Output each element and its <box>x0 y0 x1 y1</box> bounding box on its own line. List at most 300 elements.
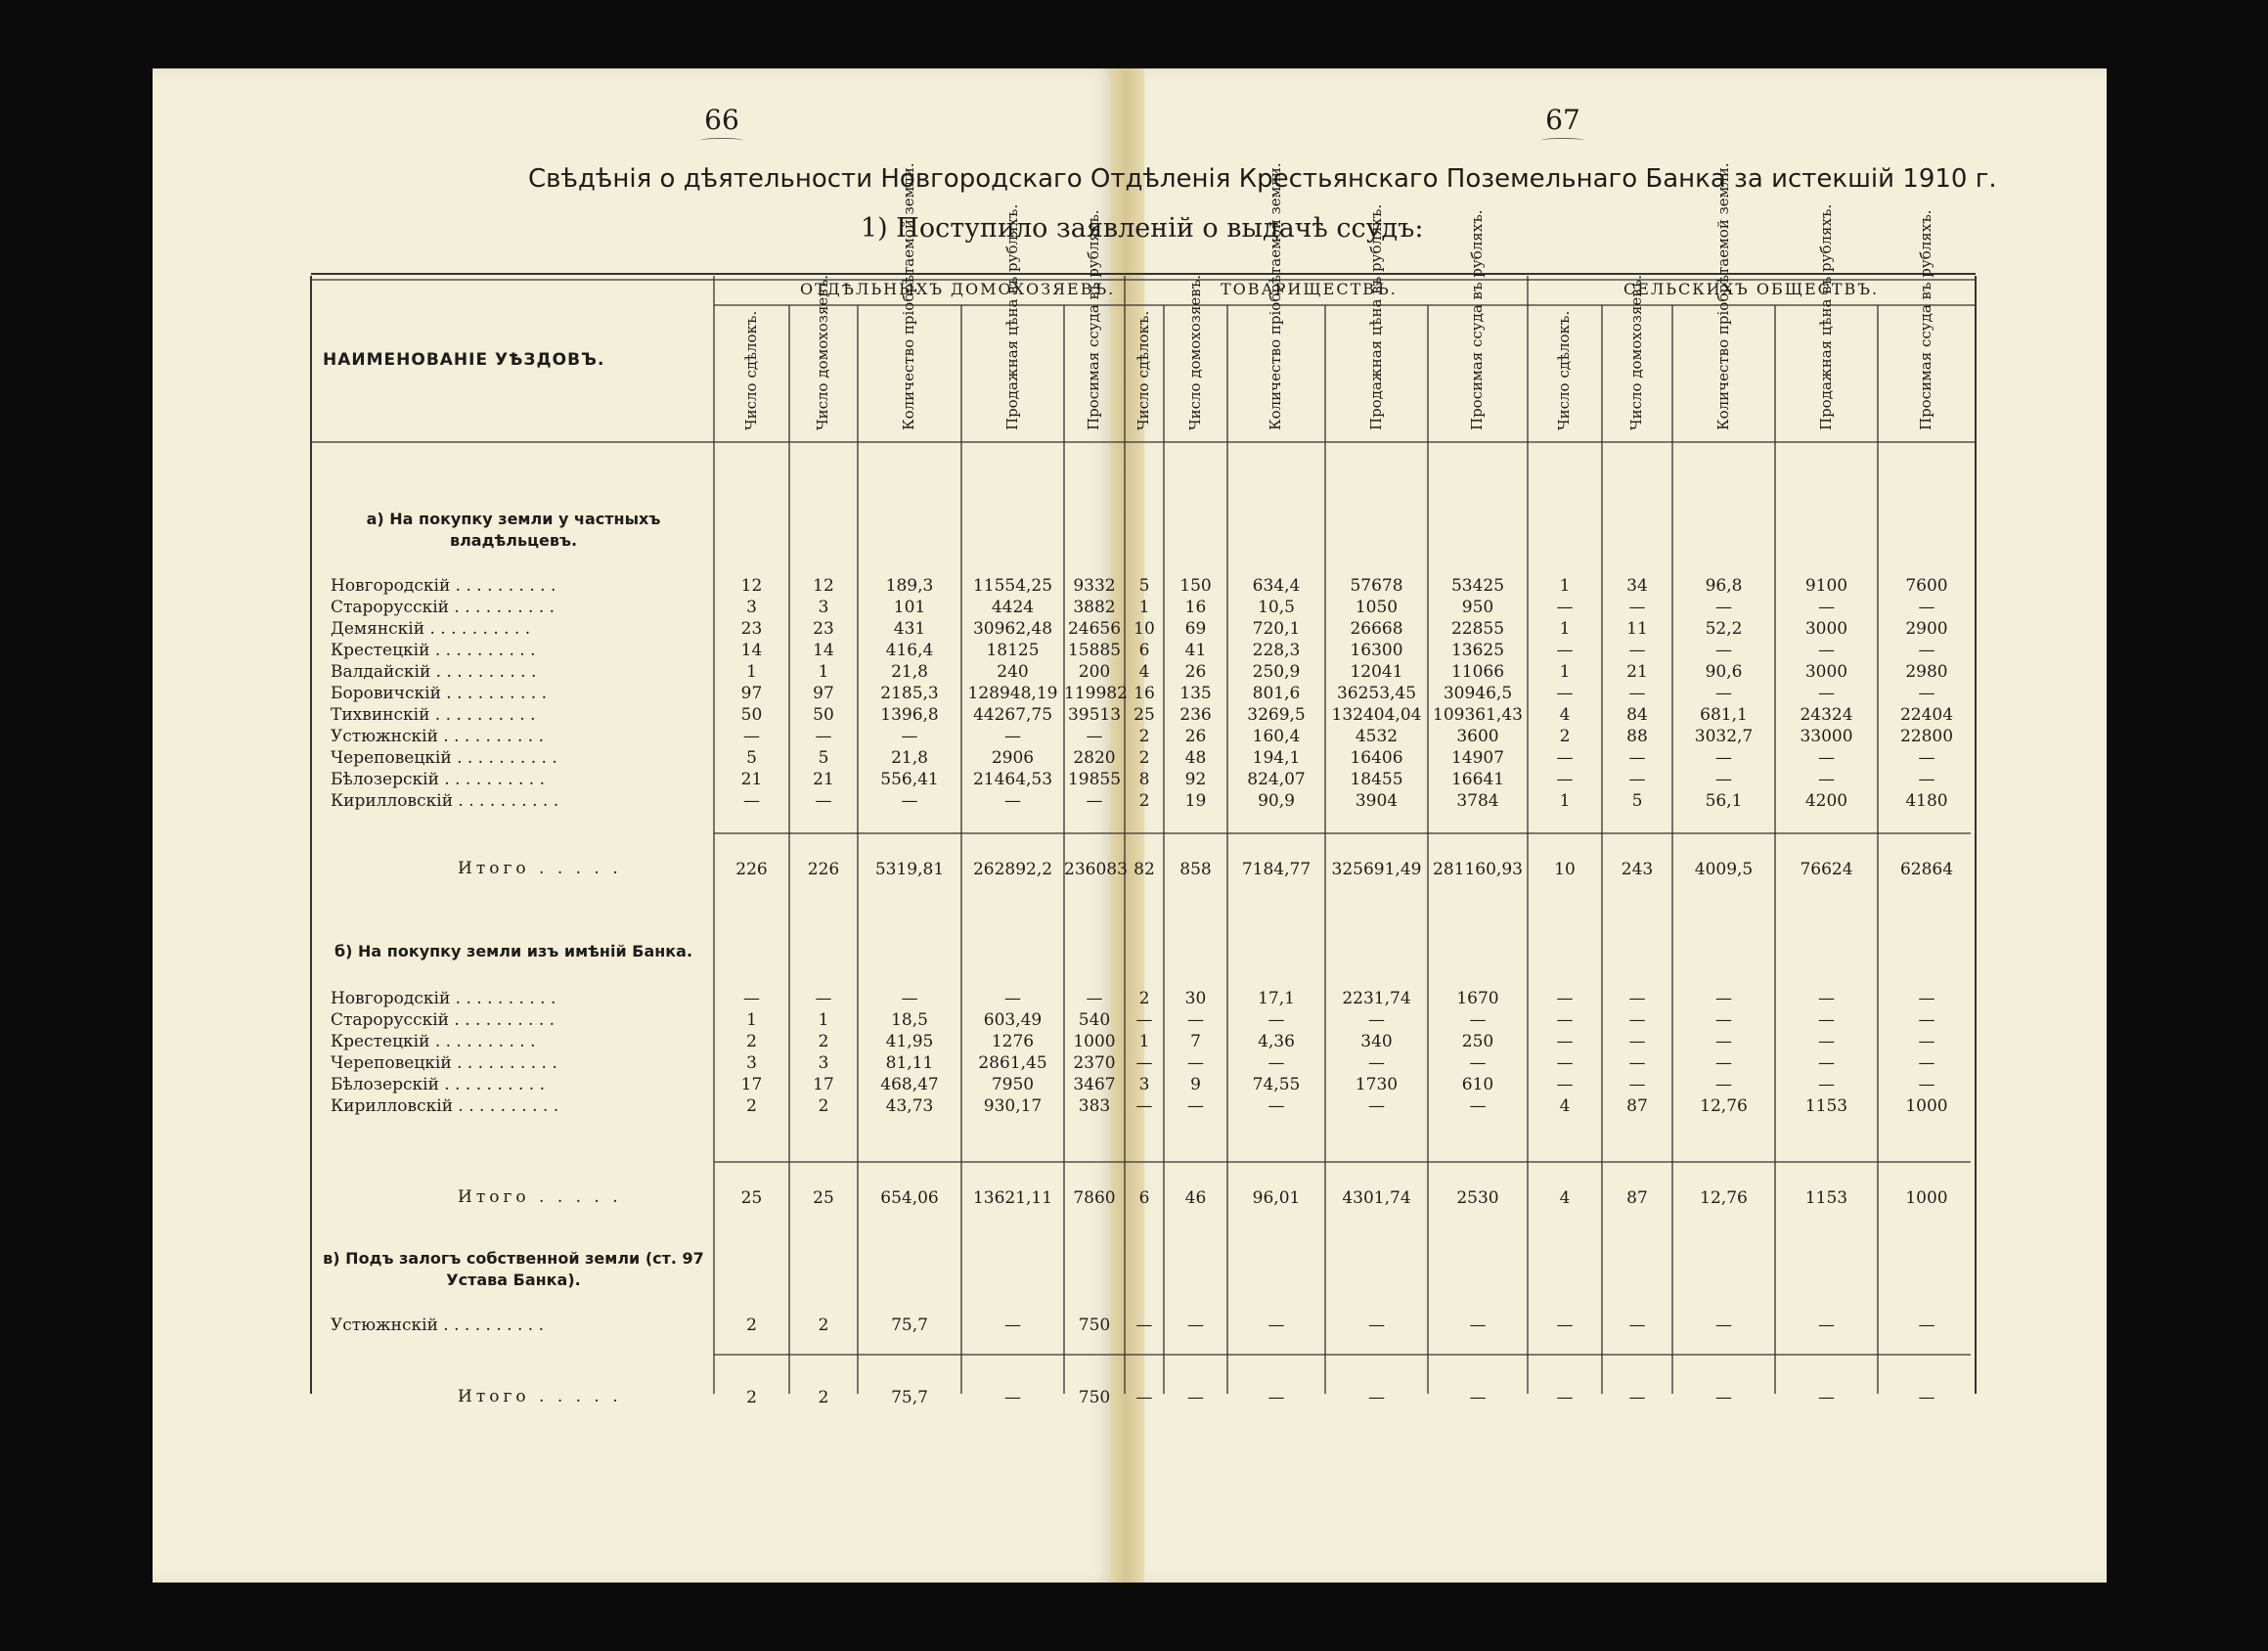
table-cell: — <box>1004 791 1021 811</box>
table-cell: — <box>743 791 760 811</box>
district-name: Тихвинскій . . . . . . . . . . <box>331 705 536 725</box>
table-cell: 634,4 <box>1252 576 1301 596</box>
table-cell: 2 <box>1138 989 1150 1008</box>
table-cell: 53425 <box>1450 576 1505 596</box>
table-cell: 3000 <box>1804 662 1848 682</box>
table-cell: 4 <box>1559 1188 1571 1208</box>
table-cell: 10 <box>1134 619 1155 639</box>
table-cell: — <box>1918 1032 1935 1051</box>
table-cell: 7 <box>1190 1032 1201 1051</box>
table-cell: 69 <box>1184 619 1207 639</box>
table-cell: 1153 <box>1804 1096 1848 1116</box>
table-cell: 5319,81 <box>874 860 945 879</box>
table-cell: — <box>1556 1032 1574 1051</box>
table-cell: 75,7 <box>891 1388 928 1407</box>
table-cell: 2 <box>818 1032 829 1051</box>
column-header-vertical: Продажная цѣна въ рубляхъ. <box>1002 203 1021 430</box>
table-cell: 41 <box>1184 641 1207 660</box>
table-cell: 1050 <box>1355 598 1399 617</box>
table-cell: 14 <box>740 641 763 660</box>
table-cell: — <box>1187 1388 1204 1407</box>
table-cell: 681,1 <box>1700 705 1748 725</box>
table-cell: 3000 <box>1804 619 1848 639</box>
table-cell: — <box>1556 1010 1574 1030</box>
table-cell: 30946,5 <box>1443 684 1513 703</box>
table-cell: — <box>1556 770 1574 789</box>
table-cell: 236 <box>1179 705 1212 725</box>
table-cell: 21 <box>740 770 763 789</box>
table-cell: — <box>1556 748 1574 768</box>
table-cell: 2 <box>818 1316 829 1335</box>
table-cell: — <box>1469 1316 1487 1335</box>
table-cell: — <box>1628 770 1646 789</box>
table-cell: 7184,77 <box>1241 860 1312 879</box>
table-row <box>0 1031 2268 1052</box>
table-cell: 2231,74 <box>1342 989 1411 1008</box>
table-cell: 11066 <box>1450 662 1505 682</box>
table-cell: 2900 <box>1905 619 1948 639</box>
table-cell: 2 <box>1138 791 1150 811</box>
table-cell: 97 <box>740 684 763 703</box>
section-title: б) На покупку земли изъ имѣній Банка. <box>334 942 693 960</box>
table-cell: 10,5 <box>1258 598 1295 617</box>
total-row <box>0 1187 2268 1209</box>
table-row <box>0 988 2268 1009</box>
table-cell: — <box>1469 1010 1487 1030</box>
table-cell: 17,1 <box>1258 989 1295 1008</box>
table-cell: 1 <box>1559 791 1571 811</box>
table-cell: 3 <box>746 598 757 617</box>
table-cell: — <box>1469 1053 1487 1073</box>
table-cell: 194,1 <box>1252 748 1301 768</box>
table-cell: — <box>815 989 832 1008</box>
total-label: Итого . . . . . <box>458 1187 622 1207</box>
table-cell: 4180 <box>1905 791 1948 811</box>
table-cell: — <box>815 791 832 811</box>
table-cell: 3 <box>818 1053 829 1073</box>
table-cell: 34 <box>1626 576 1648 596</box>
table-row <box>0 575 2268 597</box>
table-cell: — <box>1628 641 1646 660</box>
district-name: Устюжнскій . . . . . . . . . . <box>331 1316 544 1335</box>
table-cell: 16641 <box>1450 770 1505 789</box>
table-cell: 135 <box>1179 684 1212 703</box>
table-cell: — <box>1086 727 1103 746</box>
table-cell: — <box>1135 1388 1153 1407</box>
table-cell: 62864 <box>1899 860 1954 879</box>
district-name: Череповецкій . . . . . . . . . . <box>331 748 557 768</box>
column-header-district: НАИМЕНОВАНІЕ УѢЗДОВЪ. <box>323 350 605 370</box>
table-cell: 236083 <box>1064 860 1128 879</box>
table-cell: 25 <box>813 1188 834 1208</box>
table-cell: 383 <box>1078 1096 1111 1116</box>
table-cell: 26 <box>1184 662 1207 682</box>
table-cell: — <box>1628 1032 1646 1051</box>
table-cell: 16406 <box>1350 748 1403 768</box>
table-cell: — <box>1818 1388 1835 1407</box>
table-cell: — <box>1818 684 1835 703</box>
table-cell: 2 <box>818 1388 829 1407</box>
table-cell: 6 <box>1138 641 1150 660</box>
table-cell: 18455 <box>1350 770 1403 789</box>
table-cell: — <box>1556 1388 1574 1407</box>
table-cell: — <box>1715 1075 1732 1094</box>
table-cell: 2 <box>746 1316 757 1335</box>
column-header-vertical <box>900 313 918 430</box>
table-cell: — <box>1267 1316 1285 1335</box>
total-row <box>0 859 2268 880</box>
table-cell: 1 <box>1138 598 1150 617</box>
table-row <box>0 747 2268 769</box>
table-cell: 24324 <box>1800 705 1853 725</box>
table-cell: 23 <box>740 619 763 639</box>
table-cell: 46 <box>1184 1188 1207 1208</box>
table-cell: 132404,04 <box>1331 705 1422 725</box>
total-row <box>0 1387 2268 1408</box>
table-cell: 416,4 <box>885 641 934 660</box>
table-cell: 7600 <box>1905 576 1948 596</box>
table-cell: 556,41 <box>880 770 939 789</box>
table-cell: — <box>1628 1075 1646 1094</box>
column-header-vertical: Число сдѣлокъ. <box>1134 310 1152 430</box>
table-cell: — <box>743 989 760 1008</box>
table-cell: — <box>1918 770 1935 789</box>
page-subtitle: 1) Поступило заявленій о выдачѣ ссудъ: <box>861 213 1424 244</box>
district-name: Крестецкій . . . . . . . . . . <box>331 1032 536 1051</box>
district-name: Боровичскій . . . . . . . . . . <box>331 684 547 703</box>
table-cell: 8 <box>1138 770 1150 789</box>
section-title: а) На покупку земли у частныхъ владѣльцевъ. <box>366 510 661 550</box>
table-cell: 2 <box>1559 727 1571 746</box>
table-cell: — <box>1368 1053 1385 1073</box>
table-cell: — <box>1818 989 1835 1008</box>
table-cell: 750 <box>1078 1316 1111 1335</box>
table-cell: 431 <box>893 619 926 639</box>
table-cell: 22855 <box>1450 619 1505 639</box>
column-header-vertical: Число сдѣлокъ. <box>1555 310 1573 430</box>
table-cell: 1730 <box>1355 1075 1399 1094</box>
district-name: Демянскій . . . . . . . . . . <box>331 619 531 639</box>
table-cell: 30 <box>1184 989 1207 1008</box>
table-row <box>0 1074 2268 1095</box>
table-cell: 2530 <box>1456 1188 1499 1208</box>
district-name: Устюжнскій . . . . . . . . . . <box>331 727 544 746</box>
table-cell: 76624 <box>1800 860 1853 879</box>
table-cell: 15885 <box>1067 641 1122 660</box>
table-cell: — <box>1818 1010 1835 1030</box>
table-cell: — <box>1267 1053 1285 1073</box>
table-cell: — <box>1818 641 1835 660</box>
column-header-vertical: Число домохозяевъ. <box>1185 274 1204 430</box>
table-cell: — <box>1135 1053 1153 1073</box>
table-cell: 468,47 <box>880 1075 939 1094</box>
table-cell: — <box>1368 1316 1385 1335</box>
table-cell: 4,36 <box>1258 1032 1295 1051</box>
table-cell: 2 <box>746 1032 757 1051</box>
table-row <box>0 640 2268 661</box>
group-header-communities: СЕЛЬСКИХЪ ОБЩЕСТВЪ. <box>1623 280 1880 298</box>
table-cell: — <box>1368 1388 1385 1407</box>
table-cell: 16 <box>1134 684 1155 703</box>
table-cell: 250,9 <box>1252 662 1301 682</box>
table-row <box>0 769 2268 790</box>
table-cell: 200 <box>1078 662 1111 682</box>
table-cell: 21,8 <box>891 662 928 682</box>
table-cell: 603,49 <box>983 1010 1043 1030</box>
table-cell: 84 <box>1626 705 1648 725</box>
table-cell: 21 <box>1626 662 1648 682</box>
table-cell: — <box>1556 1316 1574 1335</box>
table-row <box>0 597 2268 618</box>
table-cell: 2370 <box>1073 1053 1116 1073</box>
table-cell: — <box>1267 1096 1285 1116</box>
table-cell: 128948,19 <box>967 684 1058 703</box>
table-cell: 87 <box>1626 1188 1648 1208</box>
table-cell: — <box>1267 1388 1285 1407</box>
table-cell: 1153 <box>1804 1188 1848 1208</box>
table-cell: — <box>1818 1032 1835 1051</box>
page-number-left: 66 <box>683 104 761 145</box>
table-cell: — <box>1628 748 1646 768</box>
page-title: Свѣдѣнія о дѣятельности Новгородскаго Отдѣленія Крестьянскаго Поземельнаго Банка за истекшій 1910 г. <box>528 164 1997 194</box>
table-cell: — <box>1918 1010 1935 1030</box>
table-cell: 1 <box>1559 619 1571 639</box>
column-header-vertical: Число домохозяевъ. <box>1627 274 1645 430</box>
table-cell: — <box>901 727 918 746</box>
table-cell: 4 <box>1559 705 1571 725</box>
table-cell: 3 <box>746 1053 757 1073</box>
table-cell: 720,1 <box>1252 619 1301 639</box>
table-cell: 97 <box>813 684 834 703</box>
table-cell: — <box>1368 1096 1385 1116</box>
table-cell: 4009,5 <box>1694 860 1754 879</box>
table-cell: — <box>1187 1053 1204 1073</box>
table-cell: 57678 <box>1350 576 1403 596</box>
column-header-vertical: Просимая ссуда въ рубляхъ. <box>1085 209 1102 430</box>
district-name: Кирилловскій . . . . . . . . . . <box>331 1096 559 1116</box>
column-header-vertical <box>1267 313 1285 430</box>
table-cell: 2861,45 <box>978 1053 1047 1073</box>
table-cell: 75,7 <box>891 1316 928 1335</box>
table-cell: — <box>1918 748 1935 768</box>
table-cell: — <box>1715 748 1732 768</box>
table-cell: 654,06 <box>880 1188 939 1208</box>
table-cell: 1000 <box>1905 1096 1948 1116</box>
table-cell: 96,8 <box>1705 576 1743 596</box>
table-cell: 3784 <box>1456 791 1499 811</box>
table-cell: 340 <box>1360 1032 1393 1051</box>
table-cell: 262892,2 <box>972 860 1053 879</box>
table-cell: 243 <box>1621 860 1654 879</box>
table-cell: 7950 <box>991 1075 1035 1094</box>
table-cell: 1000 <box>1905 1188 1948 1208</box>
table-cell: — <box>1818 1053 1835 1073</box>
table-cell: 19 <box>1184 791 1207 811</box>
table-cell: — <box>901 989 918 1008</box>
table-cell: — <box>1715 641 1732 660</box>
section-title: в) Подъ залогъ собственной земли (ст. 97 Устава Банка). <box>323 1249 704 1289</box>
table-cell: — <box>901 791 918 811</box>
table-cell: — <box>1187 1316 1204 1335</box>
total-label: Итого . . . . . <box>458 1387 622 1406</box>
table-cell: — <box>1628 1316 1646 1335</box>
table-cell: — <box>1715 1053 1732 1073</box>
table-cell: 3600 <box>1456 727 1499 746</box>
table-cell: 1 <box>746 662 757 682</box>
table-cell: 14 <box>813 641 834 660</box>
district-name: Валдайскій . . . . . . . . . . <box>331 662 537 682</box>
table-cell: 2 <box>818 1096 829 1116</box>
table-cell: — <box>1469 1388 1487 1407</box>
table-cell: 4200 <box>1804 791 1848 811</box>
table-cell: 13621,11 <box>972 1188 1053 1208</box>
table-cell: 25 <box>1134 705 1155 725</box>
table-cell: — <box>1918 989 1935 1008</box>
table-cell: 41,95 <box>885 1032 934 1051</box>
table-cell: — <box>815 727 832 746</box>
table-cell: — <box>1267 1010 1285 1030</box>
table-cell: — <box>1135 1316 1153 1335</box>
group-header-partnerships: ТОВАРИЩЕСТВЪ. <box>1221 280 1398 298</box>
page-number-right: 67 <box>1524 104 1602 145</box>
table-cell: 7860 <box>1073 1188 1116 1208</box>
district-name: Бѣлозерскій . . . . . . . . . . <box>331 1075 545 1094</box>
table-cell: 82 <box>1134 860 1155 879</box>
district-name: Старорусскій . . . . . . . . . . <box>331 1010 556 1030</box>
table-cell: 4 <box>1559 1096 1571 1116</box>
table-cell: 2980 <box>1905 662 1948 682</box>
table-cell: — <box>1628 1053 1646 1073</box>
table-cell: 4 <box>1138 662 1150 682</box>
table-cell: 150 <box>1179 576 1212 596</box>
table-cell: 1276 <box>991 1032 1035 1051</box>
table-row <box>0 1095 2268 1117</box>
table-cell: 101 <box>893 598 926 617</box>
table-cell: 3 <box>1138 1075 1150 1094</box>
column-header-vertical <box>1714 313 1733 430</box>
table-cell: — <box>1818 770 1835 789</box>
table-cell: — <box>1918 1075 1935 1094</box>
table-cell: 17 <box>813 1075 834 1094</box>
table-cell: — <box>1715 1388 1732 1407</box>
table-cell: 90,6 <box>1705 662 1743 682</box>
table-cell: 1670 <box>1456 989 1499 1008</box>
table-cell: 33000 <box>1800 727 1853 746</box>
table-row <box>0 683 2268 704</box>
table-cell: 90,9 <box>1258 791 1295 811</box>
table-cell: — <box>1918 1053 1935 1073</box>
table-cell: 17 <box>740 1075 763 1094</box>
table-cell: 12,76 <box>1700 1188 1748 1208</box>
table-cell: 24656 <box>1067 619 1122 639</box>
table-cell: 50 <box>813 705 834 725</box>
column-header-vertical: Просимая ссуда въ рубляхъ. <box>1468 209 1486 430</box>
table-cell: — <box>1556 989 1574 1008</box>
table-cell: — <box>1004 1316 1021 1335</box>
table-cell: 43,73 <box>885 1096 934 1116</box>
table-cell: 801,6 <box>1252 684 1301 703</box>
table-cell: 13625 <box>1450 641 1505 660</box>
table-cell: 11 <box>1626 619 1648 639</box>
table-cell: 12041 <box>1350 662 1403 682</box>
district-name: Новгородскій . . . . . . . . . . <box>331 989 556 1008</box>
table-cell: 18125 <box>986 641 1040 660</box>
table-cell: 4301,74 <box>1342 1188 1411 1208</box>
table-cell: 21 <box>813 770 834 789</box>
table-cell: — <box>1628 1010 1646 1030</box>
table-cell: — <box>1818 1316 1835 1335</box>
table-cell: 226 <box>807 860 840 879</box>
total-label: Итого . . . . . <box>458 859 622 878</box>
table-cell: — <box>1918 1388 1935 1407</box>
table-cell: 2820 <box>1073 748 1116 768</box>
table-cell: 2 <box>746 1096 757 1116</box>
district-name: Крестецкій . . . . . . . . . . <box>331 641 536 660</box>
table-cell: 21464,53 <box>972 770 1053 789</box>
district-name: Череповецкій . . . . . . . . . . <box>331 1053 557 1073</box>
table-cell: 9 <box>1190 1075 1201 1094</box>
table-cell: 3904 <box>1355 791 1399 811</box>
table-cell: 950 <box>1461 598 1494 617</box>
table-row <box>0 1315 2268 1336</box>
table-cell: 226 <box>735 860 768 879</box>
table-cell: 23 <box>813 619 834 639</box>
table-cell: 189,3 <box>885 576 934 596</box>
table-cell: 1 <box>1559 662 1571 682</box>
table-cell: 5 <box>1631 791 1643 811</box>
table-row <box>0 1052 2268 1074</box>
table-cell: — <box>1715 598 1732 617</box>
table-cell: — <box>1818 598 1835 617</box>
table-cell: 12,76 <box>1700 1096 1748 1116</box>
table-cell: 6 <box>1138 1188 1150 1208</box>
table-cell: 12 <box>813 576 834 596</box>
table-cell: 88 <box>1626 727 1648 746</box>
table-cell: 1396,8 <box>880 705 939 725</box>
table-cell: — <box>1715 1316 1732 1335</box>
table-cell: 1 <box>1138 1032 1150 1051</box>
table-cell: 1 <box>818 662 829 682</box>
table-cell: — <box>1368 1010 1385 1030</box>
table-cell: — <box>1818 748 1835 768</box>
table-cell: 750 <box>1078 1388 1111 1407</box>
table-cell: 87 <box>1626 1096 1648 1116</box>
table-cell: 56,1 <box>1705 791 1743 811</box>
table-cell: 22800 <box>1899 727 1954 746</box>
table-cell: — <box>1004 989 1021 1008</box>
table-cell: — <box>1715 684 1732 703</box>
table-cell: 48 <box>1184 748 1207 768</box>
table-cell: 26668 <box>1350 619 1403 639</box>
table-cell: — <box>1556 684 1574 703</box>
table-cell: 5 <box>746 748 757 768</box>
table-cell: — <box>1556 598 1574 617</box>
table-cell: 3882 <box>1073 598 1116 617</box>
table-cell: 2185,3 <box>880 684 939 703</box>
table-cell: 4424 <box>991 598 1035 617</box>
column-header-vertical: Число сдѣлокъ. <box>741 310 760 430</box>
table-cell: 824,07 <box>1247 770 1306 789</box>
table-cell: 2 <box>746 1388 757 1407</box>
table-cell: 14907 <box>1450 748 1505 768</box>
table-cell: 22404 <box>1899 705 1954 725</box>
table-cell: 3032,7 <box>1694 727 1754 746</box>
table-cell: 52,2 <box>1705 619 1743 639</box>
table-cell: — <box>1715 1032 1732 1051</box>
table-cell: — <box>1086 791 1103 811</box>
table-cell: 1 <box>746 1010 757 1030</box>
column-header-vertical: Продажная цѣна въ рубляхъ. <box>1366 203 1385 430</box>
